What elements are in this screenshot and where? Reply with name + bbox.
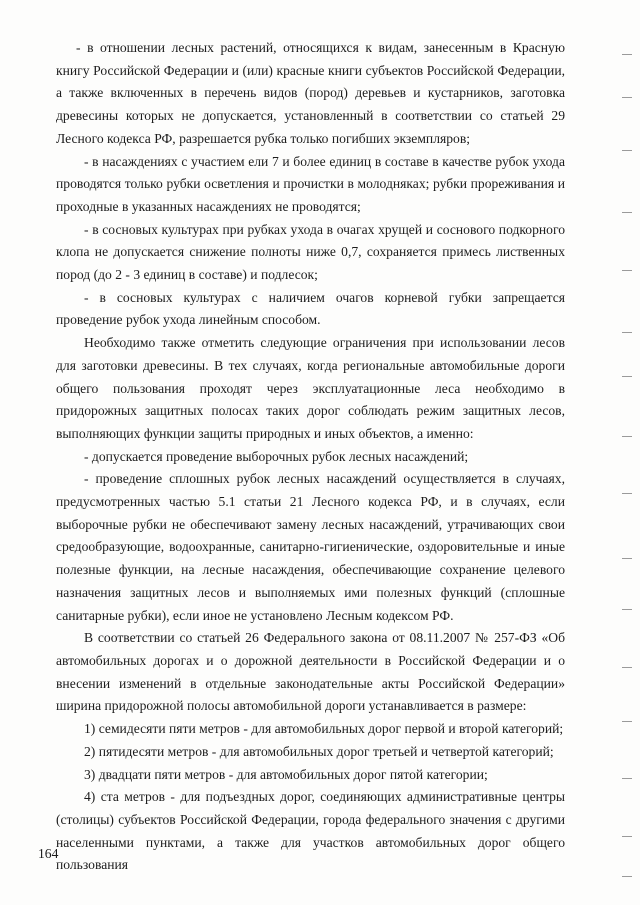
scan-mark — [622, 270, 632, 271]
scan-mark — [622, 609, 632, 610]
scan-mark — [622, 212, 632, 213]
scan-mark — [622, 376, 632, 377]
paragraph-width-50: 2) пятидесяти метров - для автомобильных дорог третьей и четвертой категорий; — [84, 743, 554, 759]
scan-mark — [622, 558, 632, 559]
scan-mark — [622, 332, 632, 333]
scan-mark — [622, 778, 632, 779]
paragraph-width-75: 1) семидесяти пяти метров - для автомобильных дорог первой и второй категорий; — [84, 721, 564, 737]
paragraph-width-25: 3) двадцати пяти метров - для автомобильных дорог пятой категории; — [84, 766, 488, 782]
scan-mark — [622, 667, 632, 668]
scan-mark — [622, 436, 632, 437]
paragraph-clear-cutting: - проведение сплошных рубок лесных насаждений осуществляется в случаях, предусмотренных частью 5.1 статьи 21 Лесного кодекса РФ, и в случаях, если выборочные рубки не обеспечивают замену лесных насаждений, утрачивающих свои средообразующие, водоохранные, санитарно-гигиенические, оздоровительные и иные полезные функции, на лесные насаждения, обеспечивающие сохранение целевого назначения защитных лесов и выполняемых ими полезных функций (сплошные санитарные рубки), если иное не установлено Лесным кодексом РФ. — [56, 471, 565, 623]
scan-mark — [622, 493, 632, 494]
body-text — [56, 37, 565, 877]
scan-mark — [622, 54, 632, 55]
page-number: 164 — [38, 846, 59, 861]
scan-mark — [622, 721, 632, 722]
paragraph-red-book-plants: - в отношении лесных растений, относящихся к видам, занесенным в Красную книгу Российской Федерации и (или) красные книги субъектов Российской Федерации, а также включенных в перечень видов (пород) деревьев и кустарников, заготовка древесины которых не допускается, установленный в соответствии со статьей 29 Лесного кодекса РФ, разрешается рубка только погибших экземпляров; — [56, 40, 565, 146]
paragraph-spruce-stands: - в насаждениях с участием ели 7 и более единиц в составе в качестве рубок ухода проводятся только рубки осветления и прочистки в молодняках; рубки прореживания и проходные в указанных насаждениях не проводятся; — [56, 153, 565, 214]
scan-mark — [622, 876, 632, 877]
scan-mark — [622, 836, 632, 837]
paragraph-selective-cutting: - допускается проведение выборочных рубок лесных насаждений; — [84, 448, 469, 464]
paragraph-root-fungus: - в сосновых культурах с наличием очагов корневой губки запрещается проведение рубок ухода линейным способом. — [56, 289, 565, 328]
paragraph-federal-law: В соответствии со статьей 26 Федерального закона от 08.11.2007 № 257-ФЗ «Об автомобильных дорогах и о дорожной деятельности в Российской Федерации и о внесении изменений в отдельные законодательные акты Российской Федерации» ширина придорожной полосы автомобильной дороги устанавливается в размере: — [56, 630, 565, 714]
paragraph-width-100: 4) ста метров - для подъездных дорог, соединяющих административные центры (столицы) субъектов Российской Федерации, города федерального значения с другими населенными пунктами, а также для участков автомобильных дорог общего пользования — [56, 789, 565, 873]
scan-mark — [622, 150, 632, 151]
scan-mark — [622, 97, 632, 98]
scan-margin-marks — [610, 0, 640, 905]
paragraph-road-restrictions: Необходимо также отметить следующие ограничения при использовании лесов для заготовки древесины. В тех случаях, когда региональные автомобильные дороги общего пользования проходят через эксплуатационные леса необходимо в придорожных защитных полосах таких дорог соблюдать режим защитных лесов, выполняющих функции защиты природных и иных объектов, а именно: — [56, 335, 565, 441]
paragraph-pine-beetle: - в сосновых культурах при рубках ухода в очагах хрущей и соснового подкорного клопа не допускается снижение полноты ниже 0,7, сохраняется примесь лиственных пород (до 2 - 3 единиц в составе) и подлесок; — [56, 221, 565, 283]
